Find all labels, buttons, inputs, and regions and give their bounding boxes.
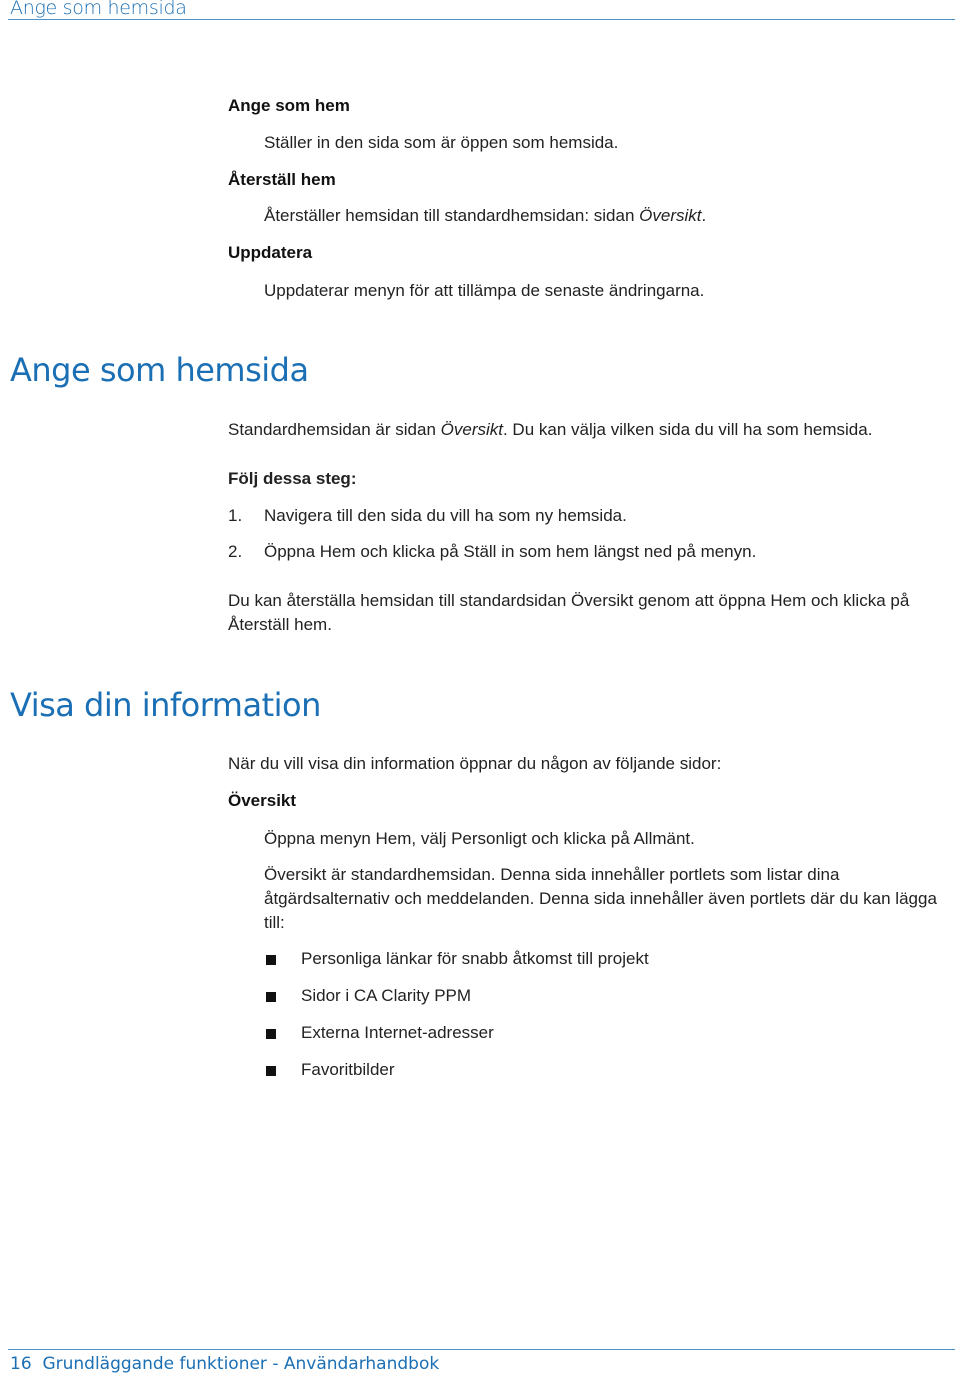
page-number: 16 xyxy=(10,1354,32,1374)
desc-set-home: Ställer in den sida som är öppen som hemsida. xyxy=(264,133,619,152)
book-title: Grundläggande funktioner - Användarhandbok xyxy=(42,1354,440,1374)
overview-para-1: Öppna menyn Hem, välj Personligt och klicka på Allmänt. xyxy=(264,829,695,848)
bullet-square-icon xyxy=(266,1029,276,1039)
desc-refresh: Uppdaterar menyn för att tillämpa de senaste ändringarna. xyxy=(264,281,705,300)
running-header: Ange som hemsida xyxy=(10,0,187,19)
bullet-item-4: Favoritbilder xyxy=(301,1060,395,1079)
term-set-home: Ange som hem xyxy=(228,96,350,115)
bullet-square-icon xyxy=(266,955,276,965)
step-1-text: Navigera till den sida du vill ha som ny hemsida. xyxy=(264,506,627,525)
bullet-square-icon xyxy=(266,992,276,1002)
steps-label: Följ dessa steg: xyxy=(228,469,357,488)
section1-note: Du kan återställa hemsidan till standardsidan Översikt genom att öppna Hem och klicka på Återställ hem. xyxy=(228,591,910,634)
overview-para-2: Översikt är standardhemsidan. Denna sida innehåller portlets som listar dina åtgärdsalternativ och meddelanden. Denna sida innehåller även portlets där du kan lägga till: xyxy=(264,865,937,932)
footer-rule xyxy=(8,1349,955,1350)
section-heading-view-information: Visa din information xyxy=(10,686,321,724)
step-1-number: 1. xyxy=(228,506,243,525)
header-rule xyxy=(8,19,955,20)
desc-reset-home: Återställer hemsidan till standardhemsidan: sidan Översikt. xyxy=(264,206,707,225)
term-refresh: Uppdatera xyxy=(228,243,313,262)
step-2-number: 2. xyxy=(228,542,243,561)
section2-intro: När du vill visa din information öppnar du någon av följande sidor: xyxy=(228,754,722,773)
bullet-square-icon xyxy=(266,1066,276,1076)
section1-intro: Standardhemsidan är sidan Översikt. Du kan välja vilken sida du vill ha som hemsida. xyxy=(228,420,873,439)
bullet-item-2: Sidor i CA Clarity PPM xyxy=(301,986,472,1005)
page-footer xyxy=(10,1354,439,1374)
term-reset-home: Återställ hem xyxy=(228,170,336,189)
bullet-item-3: Externa Internet-adresser xyxy=(301,1023,494,1042)
section-heading-set-homepage: Ange som hemsida xyxy=(10,351,309,389)
bullet-item-1: Personliga länkar för snabb åtkomst till projekt xyxy=(301,949,649,968)
term-overview: Översikt xyxy=(228,791,297,810)
step-2-text: Öppna Hem och klicka på Ställ in som hem längst ned på menyn. xyxy=(264,542,757,561)
